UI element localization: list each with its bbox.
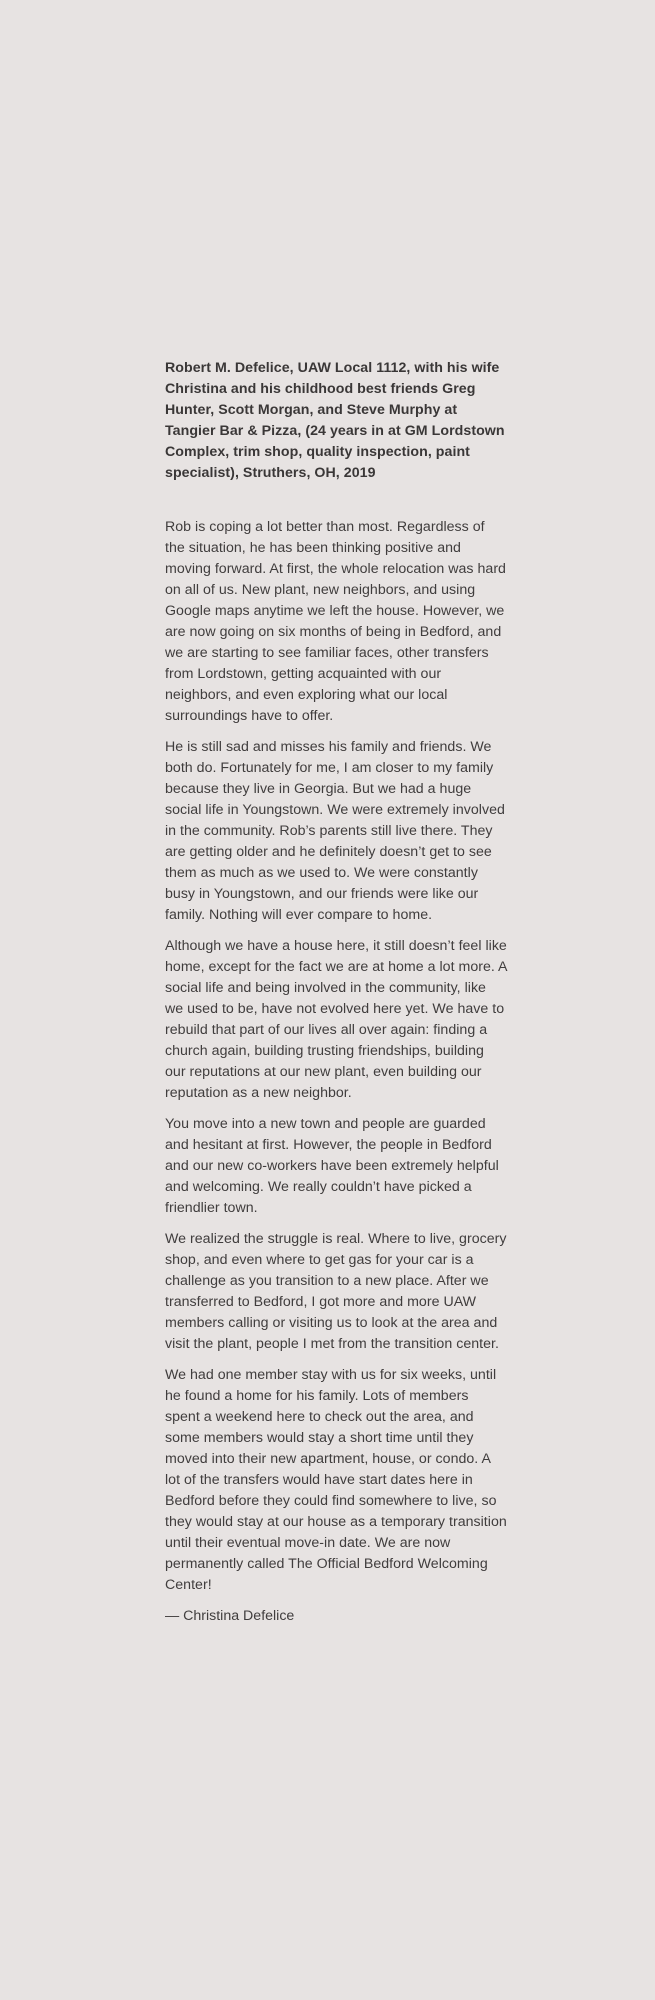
paragraph-6: We had one member stay with us for six weeks, until he found a home for his family. Lots of members spent a weekend here to check out the area, and some members would stay a short time until they moved into their new apartment, house, or condo. A lot of the transfers would have start dates here in Bedford before they could find somewhere to live, so they would stay at our house as a temporary transition until their eventual move-in date. We are now permanently called The Official Bedford Welcoming Center! bbox=[165, 1367, 507, 1593]
paragraph-4: You move into a new town and people are guarded and hesitant at first. However, the people in Bedford and our new co-workers have been extremely helpful and welcoming. We really couldn’t have picked a friendlier town. bbox=[165, 1116, 499, 1216]
paragraph-5: We realized the struggle is real. Where to live, grocery shop, and even where to get gas for your car is a challenge as you transition to a new place. After we transferred to Bedford, I got more and more UAW members calling or visiting us to look at the area and visit the plant, people I met from the transition center. bbox=[165, 1231, 507, 1352]
paragraph-1: Rob is coping a lot better than most. Regardless of the situation, he has been thinking positive and moving forward. At first, the whole relocation was hard on all of us. New plant, new neighbors, and using Google maps anytime we left the house. However, we are now going on six months of being in Bedford, and we are starting to see familiar faces, other transfers from Lordstown, getting acquainted with our neighbors, and even exploring what our local surroundings have to offer. bbox=[165, 519, 506, 724]
paragraph-3: Although we have a house here, it still doesn’t feel like home, except for the fact we are at home a lot more. A social life and being involved in the community, like we used to be, have not evolved here yet. We have to rebuild that part of our lives all over again: finding a church again, building trusting friendships, building our reputations at our new plant, even building our reputation as a new neighbor. bbox=[165, 938, 507, 1101]
author-signature: — Christina Defelice bbox=[165, 1608, 295, 1624]
article-body bbox=[165, 358, 507, 1627]
paragraph-2: He is still sad and misses his family and friends. We both do. Fortunately for me, I am closer to my family because they live in Georgia. But we had a huge social life in Youngstown. We were extremely involved in the community. Rob’s parents still live there. They are getting older and he definitely doesn’t get to see them as much as we used to. We were constantly busy in Youngstown, and our friends were like our family. Nothing will ever compare to home. bbox=[165, 739, 505, 923]
photo-caption: Robert M. Defelice, UAW Local 1112, with his wife Christina and his childhood best friends Greg Hunter, Scott Morgan, and Steve Murphy at Tangier Bar & Pizza, (24 years in at GM Lordstown Complex, trim shop, quality inspection, paint specialist), Struthers, OH, 2019 bbox=[165, 360, 505, 481]
